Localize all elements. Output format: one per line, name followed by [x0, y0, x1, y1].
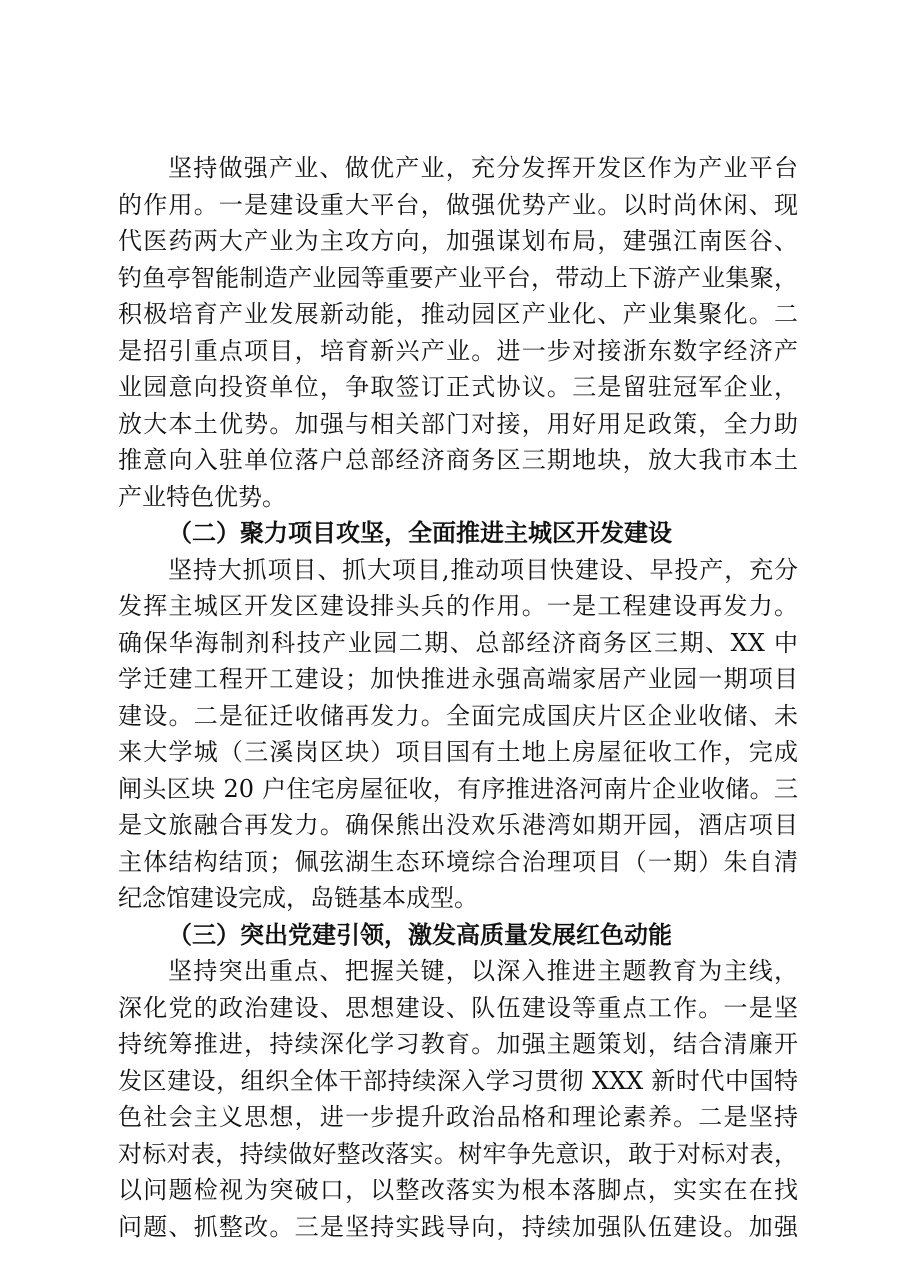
paragraph-1-line-3: 代医药两大产业为主攻方向，加强谋划布局，建强江南医谷、	[118, 227, 798, 255]
paragraph-2-line-3: 确保华海制剂科技产业园二期、总部经济商务区三期、XX 中	[118, 628, 798, 657]
paragraph-3-line-5: 色社会主义思想，进一步提升政治品格和理论素养。二是坚持	[118, 1103, 798, 1131]
paragraph-2-line-8: 是文旅融合再发力。确保熊出没欢乐港湾如期开园，酒店项目	[118, 811, 798, 839]
paragraph-1-line-6: 是招引重点项目，培育新兴产业。进一步对接浙东数字经济产	[118, 336, 798, 365]
paragraph-3-line-7: 以问题检视为突破口，以整改落实为根本落脚点，实实在在找	[118, 1176, 798, 1204]
paragraph-3-line-4: 发区建设，组织全体干部持续深入学习贯彻 XXX 新时代中国特	[118, 1066, 798, 1095]
section-heading-3: （三）突出党建引领，激发高质量发展红色动能	[168, 919, 672, 949]
paragraph-2-line-1: 坚持大抓项目、抓大项目,推动项目快建设、早投产，充分	[168, 555, 798, 584]
paragraph-2-line-7: 闸头区块 20 户住宅房屋征收，有序推进洛河南片企业收储。三	[118, 774, 798, 803]
paragraph-2-line-2: 发挥主城区开发区建设排头兵的作用。一是工程建设再发力。	[118, 592, 798, 620]
paragraph-1-line-9: 推意向入驻单位落户总部经济商务区三期地块，放大我市本土	[118, 446, 798, 474]
paragraph-1-line-10: 产业特色优势。	[118, 482, 286, 511]
paragraph-2-line-9: 主体结构结顶；佩弦湖生态环境综合治理项目（一期）朱自清	[118, 847, 798, 876]
paragraph-3-line-6: 对标对表，持续做好整改落实。树牢争先意识，敢于对标对表，	[118, 1139, 798, 1168]
paragraph-1-line-5: 积极培育产业发展新动能，推动园区产业化、产业集聚化。二	[118, 300, 798, 328]
paragraph-2-line-5: 建设。二是征迁收储再发力。全面完成国庆片区企业收储、未	[118, 701, 798, 730]
paragraph-2-line-6: 来大学城（三溪岗区块）项目国有土地上房屋征收工作，完成	[118, 738, 798, 766]
paragraph-3-line-1: 坚持突出重点、把握关键，以深入推进主题教育为主线，	[168, 957, 798, 985]
paragraph-1-line-2: 的作用。一是建设重大平台，做强优势产业。以时尚休闲、现	[118, 190, 798, 219]
paragraph-1-line-7: 业园意向投资单位，争取签订正式协议。三是留驻冠军企业，	[118, 373, 798, 401]
section-heading-2: （二）聚力项目攻坚，全面推进主城区开发建设	[168, 518, 672, 547]
paragraph-3-line-2: 深化党的政治建设、思想建设、队伍建设等重点工作。一是坚	[118, 993, 798, 1022]
paragraph-1-line-4: 钓鱼亭智能制造产业园等重要产业平台，带动上下游产业集聚，	[118, 263, 798, 292]
paragraph-2-line-10: 纪念馆建设完成，岛链基本成型。	[118, 884, 478, 912]
paragraph-1-line-8: 放大本土优势。加强与相关部门对接，用好用足政策，全力助	[118, 409, 798, 438]
document-body	[118, 150, 798, 1245]
paragraph-3-line-3: 持统筹推进，持续深化学习教育。加强主题策划，结合清廉开	[118, 1030, 798, 1058]
paragraph-3-line-8: 问题、抓整改。三是坚持实践导向，持续加强队伍建设。加强	[118, 1212, 798, 1241]
paragraph-1-line-1: 坚持做强产业、做优产业，充分发挥开发区作为产业平台	[168, 154, 798, 182]
paragraph-2-line-4: 学迁建工程开工建设；加快推进永强高端家居产业园一期项目	[118, 665, 798, 693]
